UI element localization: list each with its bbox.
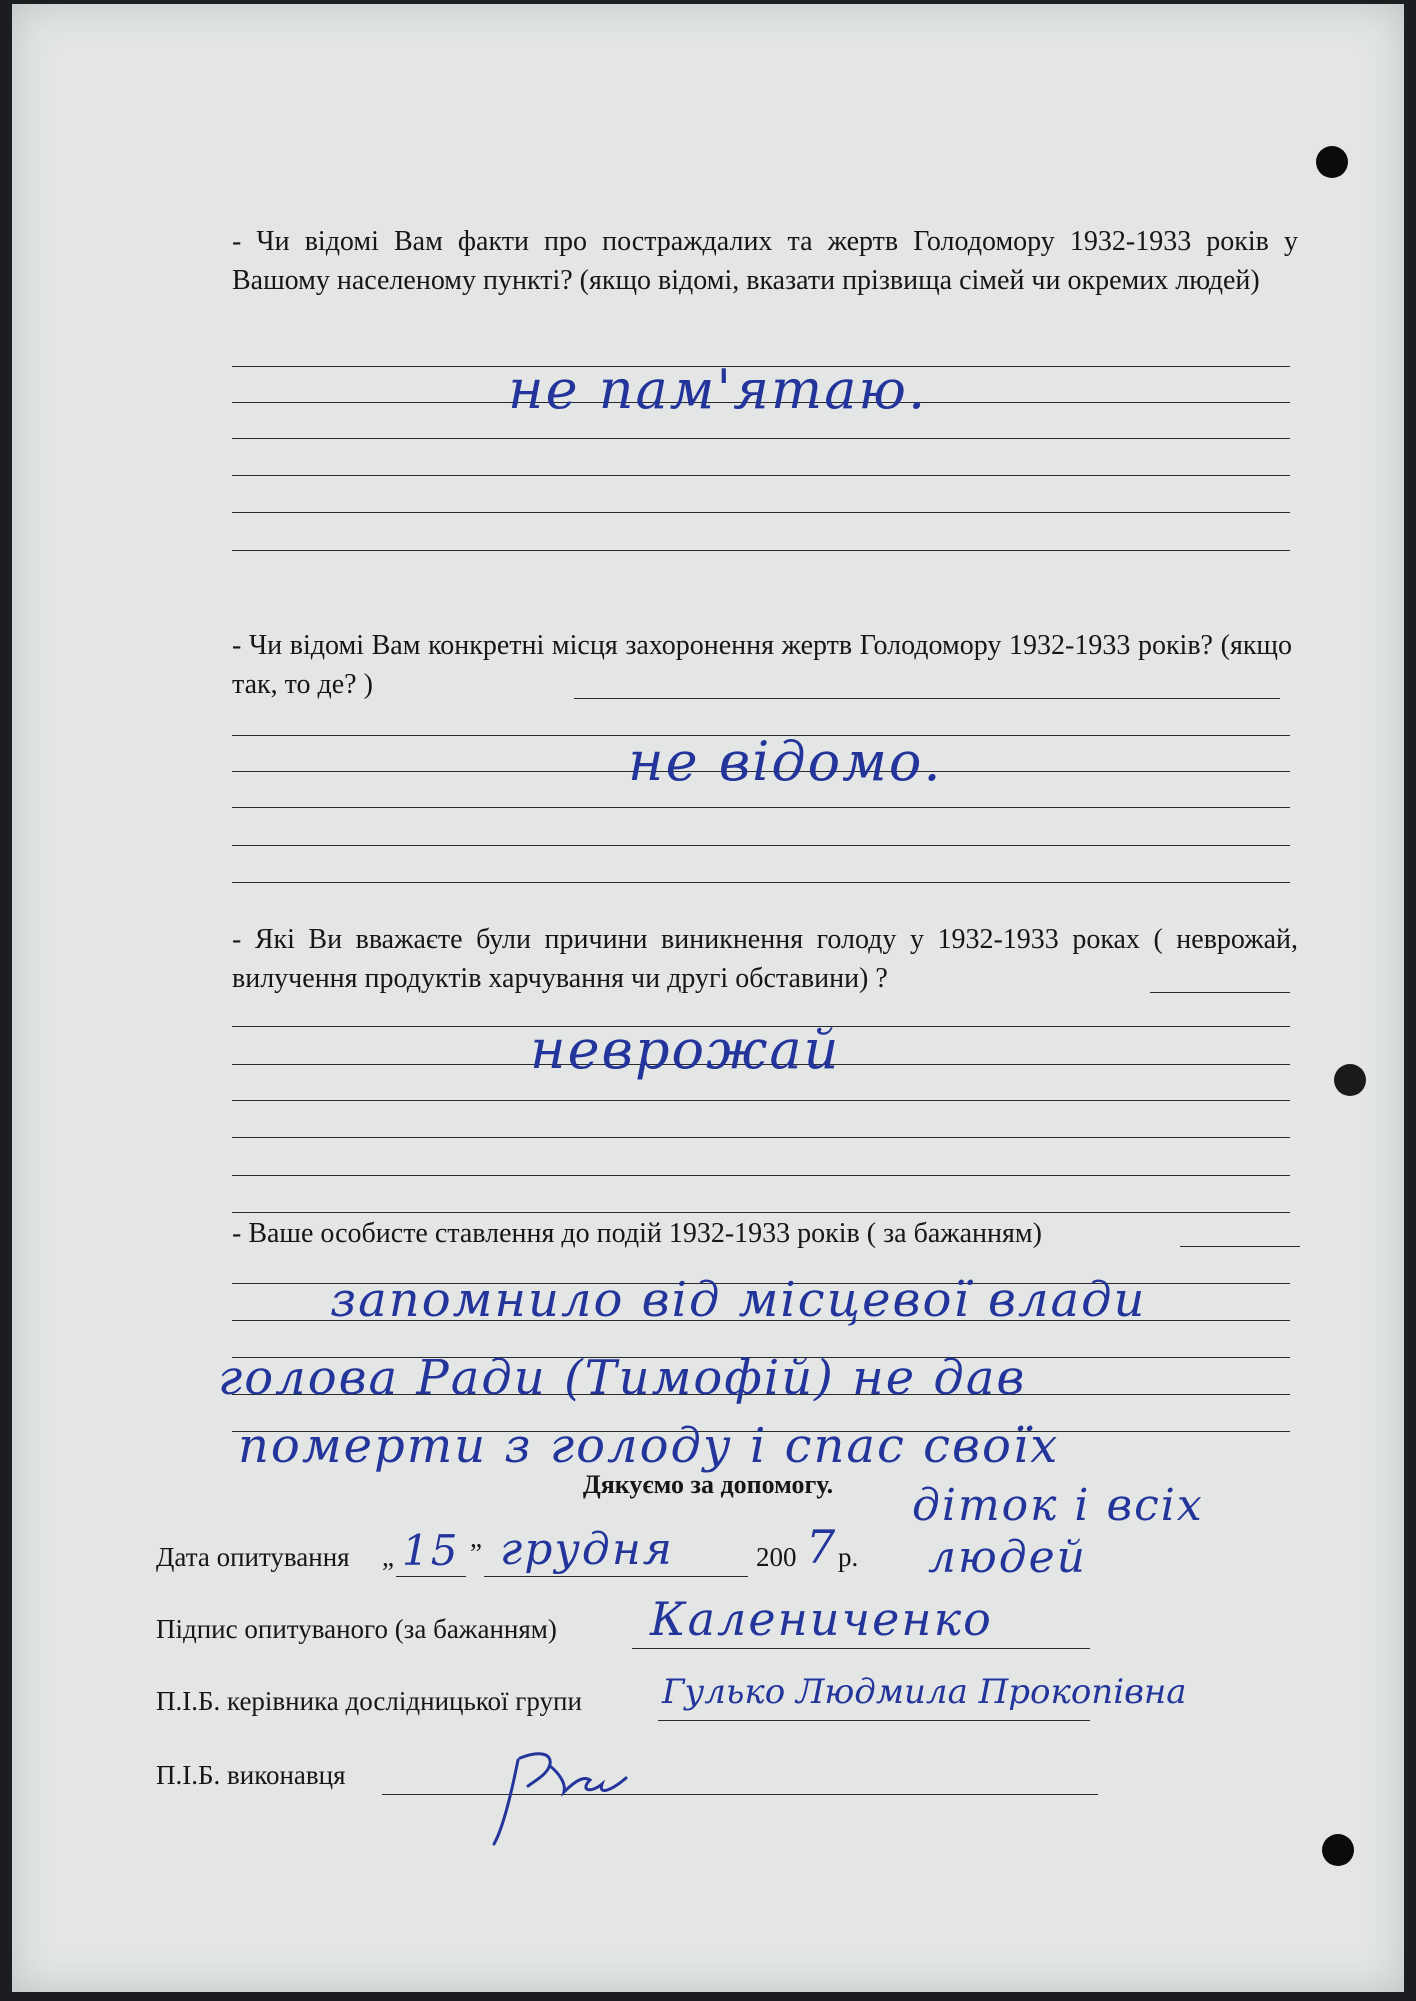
answer-line (232, 807, 1290, 808)
answer-4-line-2: голова Ради (Тимофій) не дав (218, 1350, 1027, 1406)
date-year-digit-handwriting: 7 (806, 1520, 838, 1574)
answer-2-handwriting: не відомо. (628, 730, 943, 793)
punch-hole-bottom (1322, 1834, 1354, 1866)
executor-signature (480, 1740, 640, 1850)
answer-1-handwriting: не пам'ятаю. (508, 358, 928, 421)
executor-label: П.І.Б. виконавця (156, 1760, 346, 1790)
date-label: Дата опитування (156, 1542, 350, 1572)
thanks-text: Дякуємо за допомогу. (582, 1470, 834, 1499)
answer-line (1150, 992, 1290, 993)
answer-line (232, 475, 1290, 476)
leader-label: П.І.Б. керівника дослідницької групи (156, 1686, 582, 1716)
leader-name-handwriting: Гулько Людмила Прокопівна (662, 1672, 1187, 1712)
date-day-handwriting: 15 (402, 1526, 460, 1575)
answer-line (232, 550, 1290, 551)
leader-line (658, 1720, 1090, 1721)
answer-4-line-1: запомнило від місцевої влади (330, 1272, 1147, 1328)
answer-line (232, 882, 1290, 883)
date-month-line (484, 1576, 748, 1577)
respondent-label: Підпис опитуваного (за бажанням) (156, 1614, 557, 1644)
answer-3-handwriting: неврожай (530, 1018, 841, 1081)
respondent-line (632, 1648, 1090, 1649)
answer-4-line-3: померти з голоду і спас своїх (238, 1418, 1060, 1474)
date-quote-close: ” (470, 1538, 482, 1568)
answer-line (232, 1175, 1290, 1176)
answer-line (232, 1212, 1290, 1213)
question-2: - Чи відомі Вам конкретні місця захоронення жертв Голодомору 1932-1933 років? (якщо так, то де? ) (232, 630, 1292, 700)
date-quote-open: „ (382, 1542, 394, 1572)
answer-line (232, 845, 1290, 846)
answer-line (232, 1137, 1290, 1138)
answer-4-line-4: діток і всіх (912, 1480, 1204, 1531)
answer-line (232, 1100, 1290, 1101)
question-4: - Ваше особисте ставлення до подій 1932-1933 років ( за бажанням) (232, 1218, 1042, 1249)
date-day-line (396, 1576, 466, 1577)
answer-line (574, 698, 1280, 699)
date-month-handwriting: грудня (500, 1524, 674, 1575)
punch-hole-top (1316, 146, 1348, 178)
question-1: - Чи відомі Вам факти про постраждалих та жертв Голодомору 1932-1933 років у Вашому населеному пункті? (якщо відомі, вказати прізвища сімей чи окремих людей) (232, 226, 1298, 296)
answer-4-line-5: людей (928, 1532, 1088, 1583)
answer-line (232, 438, 1290, 439)
punch-hole-middle (1334, 1064, 1366, 1096)
date-year-suffix: р. (838, 1542, 859, 1572)
answer-line (232, 512, 1290, 513)
date-year-prefix: 200 (756, 1542, 797, 1572)
answer-line (1180, 1246, 1300, 1247)
respondent-signature: Калениченко (650, 1592, 993, 1646)
question-3: - Які Ви вважаєте були причини виникнення голоду у 1932-1933 роках ( неврожай, вилучення продуктів харчування чи другі обставини) ? (232, 924, 1298, 994)
